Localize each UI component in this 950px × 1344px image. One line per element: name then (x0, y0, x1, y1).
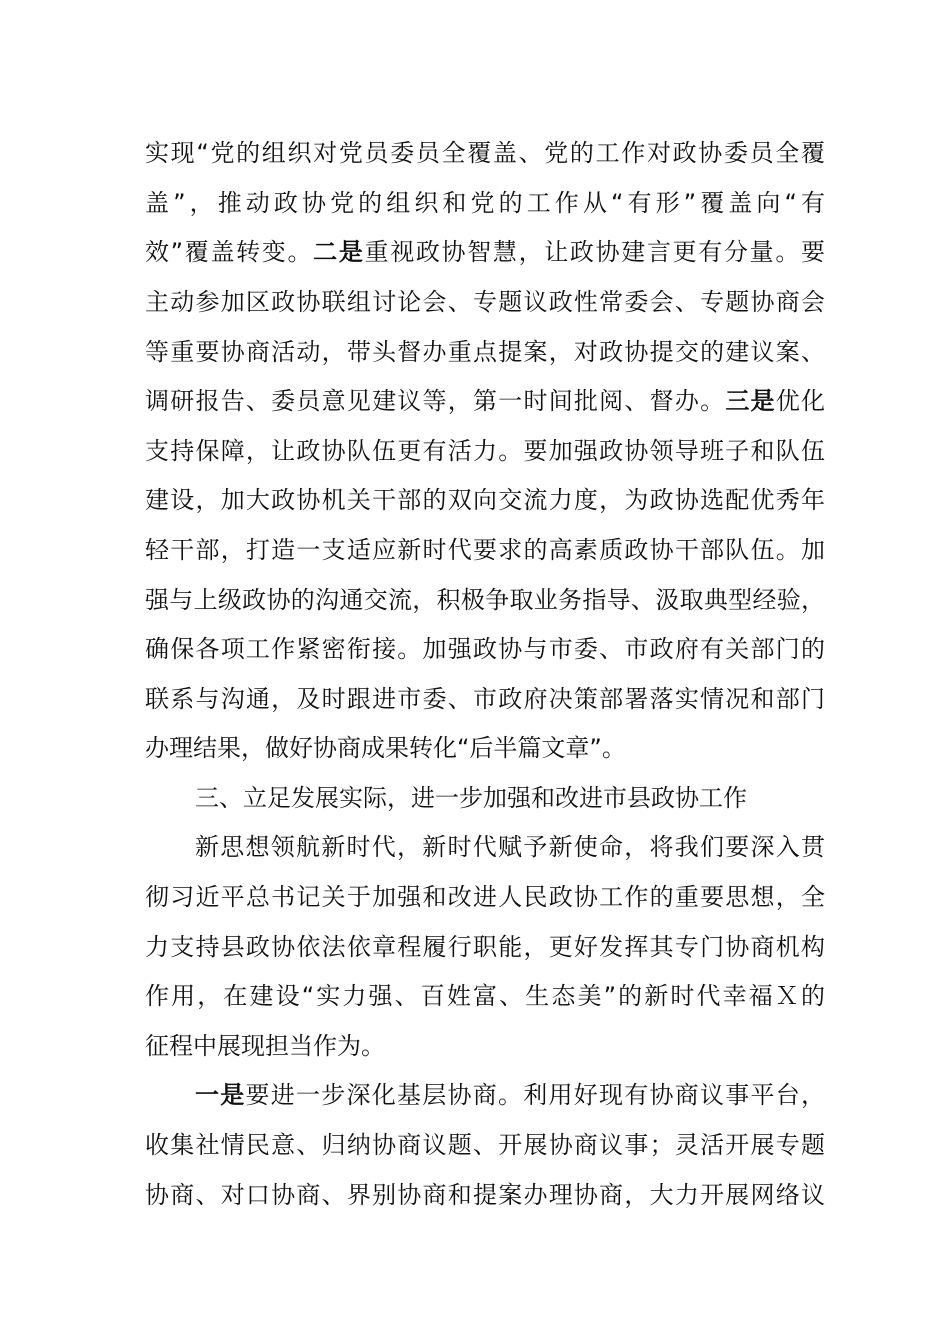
text-segment: 三、立足发展实际，进一步加强和改进市县政协工作 (195, 784, 747, 812)
text-segment: 协商、对口协商、界别协商和提案办理协商，大力开展网络议 (145, 1181, 825, 1209)
text-segment: 确保各项工作紧密衔接。加强政协与市委、市政府有关部门的 (145, 635, 825, 663)
bold-lead: 一是 (195, 1081, 246, 1109)
text-segment: 收集社情民意、归纳协商议题、开展协商议事；灵活开展专题 (145, 1131, 825, 1159)
text-segment: 办理结果，做好协商成果转化“后半篇文章”。 (145, 734, 626, 762)
text-line (145, 183, 825, 223)
text-segment: 重视政协智慧，让政协建言更有分量。要 (364, 238, 826, 266)
text-segment: 强与上级政协的沟通交流，积极争取业务指导、汲取典型经验， (145, 586, 825, 614)
text-segment: 联系与沟通，及时跟进市委、市政府决策部署落实情况和部门 (145, 685, 825, 713)
section-heading (195, 778, 825, 818)
text-line (145, 1026, 825, 1066)
text-segment: 征程中展现担当作为。 (145, 1032, 385, 1060)
text-line (145, 927, 825, 967)
text-line (145, 282, 825, 322)
text-line (145, 381, 825, 421)
text-segment: 要进一步深化基层协商。利用好现有协商议事平台， (245, 1081, 825, 1109)
text-line (195, 1075, 825, 1115)
text-line (195, 827, 825, 867)
text-segment: 支持保障，让政协队伍更有活力。要加强政协领导班子和队伍 (145, 437, 825, 465)
text-segment: 轻干部，打造一支适应新时代要求的高素质政协干部队伍。加 (145, 536, 825, 564)
text-line (145, 480, 825, 520)
text-line (145, 332, 825, 372)
text-line (145, 679, 825, 719)
text-segment: 建设，加大政协机关干部的双向交流力度，为政协选配优秀年 (145, 486, 825, 514)
text-line (145, 629, 825, 669)
text-segment: 实现“党的组织对党员委员全覆盖、党的工作对政协委员全覆 (145, 139, 825, 167)
bold-lead: 三是 (725, 387, 776, 415)
text-segment: 作用，在建设“实力强、百姓富、生态美”的新时代幸福Ｘ的 (145, 982, 825, 1010)
text-line (145, 976, 825, 1016)
text-segment: 力支持县政协依法依章程履行职能，更好发挥其专门协商机构 (145, 933, 825, 961)
text-line (145, 580, 825, 620)
text-line (145, 431, 825, 471)
text-line (145, 877, 825, 917)
text-segment: 效”覆盖转变。 (145, 238, 314, 266)
text-segment: 彻习近平总书记关于加强和改进人民政协工作的重要思想，全 (145, 883, 825, 911)
text-line (145, 133, 825, 173)
text-segment: 主动参加区政协联组讨论会、专题议政性常委会、专题协商会 (145, 288, 825, 316)
text-segment: 优化 (775, 387, 826, 415)
text-segment: 盖”，推动政协党的组织和党的工作从“有形”覆盖向“有 (145, 189, 825, 217)
text-line (145, 728, 825, 768)
text-line (145, 1125, 825, 1165)
text-segment: 调研报告、委员意见建议等，第一时间批阅、督办。 (145, 387, 726, 415)
text-segment: 等重要协商活动，带头督办重点提案，对政协提交的建议案、 (145, 338, 825, 366)
text-line (145, 530, 825, 570)
text-line (145, 232, 825, 272)
text-line (145, 1175, 825, 1215)
bold-lead: 二是 (313, 238, 365, 266)
text-segment: 新思想领航新时代，新时代赋予新使命，将我们要深入贯 (195, 833, 825, 861)
